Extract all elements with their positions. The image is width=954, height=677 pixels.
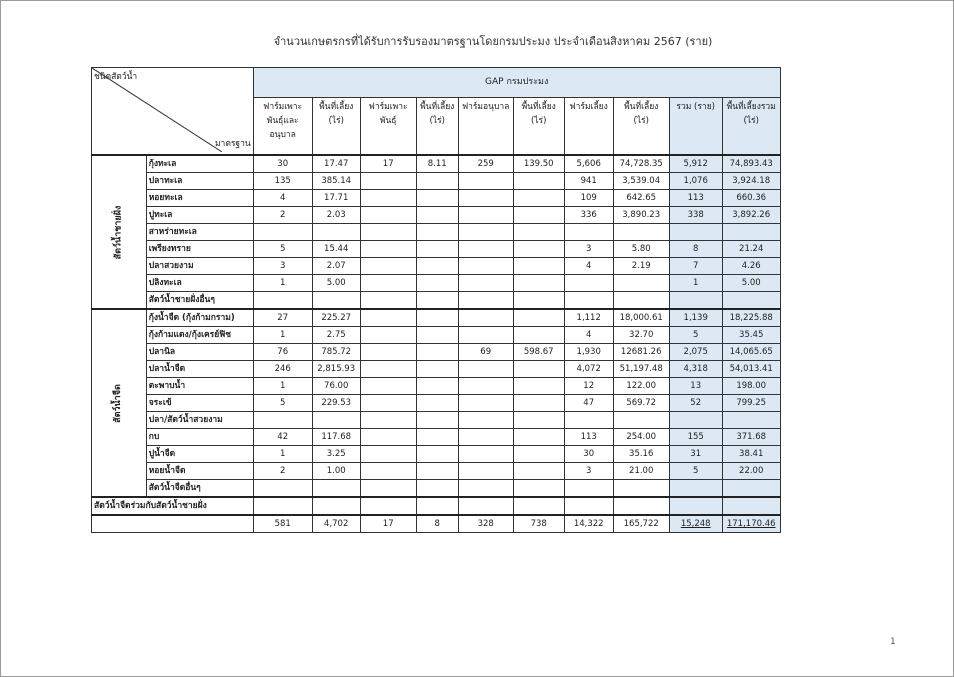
table-cell: [458, 463, 513, 480]
table-cell: 5: [669, 463, 722, 480]
page-number: 1: [890, 637, 896, 647]
table-cell: [513, 309, 564, 327]
table-row: [92, 224, 781, 241]
table-cell: 31: [669, 446, 722, 463]
table-cell: 1: [253, 327, 312, 344]
table-cell: [613, 275, 669, 292]
species-name: เพรียงทราย: [146, 241, 253, 258]
table-cell: 785.72: [312, 344, 360, 361]
table-cell: 3,892.26: [722, 207, 780, 224]
table-cell: 1,930: [564, 344, 613, 361]
table-row: [92, 395, 781, 412]
total-cell: 4,702: [312, 515, 360, 533]
table-cell: [416, 480, 458, 498]
table-cell: 5,606: [564, 155, 613, 173]
species-name: ปูทะเล: [146, 207, 253, 224]
total-cell: 165,722: [613, 515, 669, 533]
table-cell: [669, 497, 722, 515]
species-name: กบ: [146, 429, 253, 446]
table-cell: 8.11: [416, 155, 458, 173]
table-cell: 12: [564, 378, 613, 395]
table-cell: [312, 412, 360, 429]
table-row: [92, 190, 781, 207]
species-name: ปลานิล: [146, 344, 253, 361]
table-cell: [360, 344, 416, 361]
species-name: สัตว์น้ำจืดอื่นๆ: [146, 480, 253, 498]
table-cell: 3.25: [312, 446, 360, 463]
table-cell: [416, 344, 458, 361]
table-row: [92, 275, 781, 292]
table-cell: 1: [253, 275, 312, 292]
total-cell: 8: [416, 515, 458, 533]
table-cell: 74,728.35: [613, 155, 669, 173]
table-cell: 5,912: [669, 155, 722, 173]
table-cell: 2,075: [669, 344, 722, 361]
table-cell: 135: [253, 173, 312, 190]
table-cell: [416, 429, 458, 446]
table-cell: [312, 292, 360, 310]
table-cell: 74,893.43: [722, 155, 780, 173]
table-cell: 2.07: [312, 258, 360, 275]
table-cell: [613, 480, 669, 498]
table-cell: 4,072: [564, 361, 613, 378]
table-cell: [513, 446, 564, 463]
table-cell: [458, 429, 513, 446]
table-cell: [669, 480, 722, 498]
column-header: รวม (ราย): [669, 98, 722, 156]
table-cell: 254.00: [613, 429, 669, 446]
table-cell: 259: [458, 155, 513, 173]
table-cell: 18,000.61: [613, 309, 669, 327]
column-header: ฟาร์มเลี้ยง: [564, 98, 613, 156]
table-cell: [513, 207, 564, 224]
table-cell: [513, 241, 564, 258]
table-cell: [513, 497, 564, 515]
table-cell: 109: [564, 190, 613, 207]
table-cell: 5: [253, 395, 312, 412]
table-cell: [416, 412, 458, 429]
table-cell: 15.44: [312, 241, 360, 258]
table-cell: 155: [669, 429, 722, 446]
table-cell: 198.00: [722, 378, 780, 395]
table-cell: [253, 480, 312, 498]
table-cell: 338: [669, 207, 722, 224]
table-cell: [613, 224, 669, 241]
column-header: พื้นที่เลี้ยง (ไร่): [312, 98, 360, 156]
table-cell: [360, 497, 416, 515]
table-cell: [360, 258, 416, 275]
table-cell: 13: [669, 378, 722, 395]
table-cell: 598.67: [513, 344, 564, 361]
table-cell: 3,890.23: [613, 207, 669, 224]
table-cell: 1: [669, 275, 722, 292]
table-body: [92, 155, 781, 533]
table-cell: 139.50: [513, 155, 564, 173]
table-cell: [458, 258, 513, 275]
species-name: หอยน้ำจืด: [146, 463, 253, 480]
table-cell: [360, 412, 416, 429]
document-title: จำนวนเกษตรกรที่ได้รับการรับรองมาตรฐานโดยกรมประมง ประจำเดือนสิงหาคม 2567 (ราย): [273, 35, 713, 48]
table-row: [92, 173, 781, 190]
table-row: [92, 361, 781, 378]
table-cell: [458, 412, 513, 429]
table-cell: 113: [669, 190, 722, 207]
table-cell: 5.00: [722, 275, 780, 292]
table-row: [92, 309, 781, 327]
column-header: พื้นที่เลี้ยงรวม (ไร่): [722, 98, 780, 156]
table-cell: [416, 309, 458, 327]
table-cell: [360, 275, 416, 292]
species-name: ปลาสวยงาม: [146, 258, 253, 275]
table-cell: 22.00: [722, 463, 780, 480]
totals-label: [92, 515, 254, 533]
table-cell: 4,318: [669, 361, 722, 378]
table-cell: [513, 327, 564, 344]
table-cell: 246: [253, 361, 312, 378]
table-cell: 12681.26: [613, 344, 669, 361]
table-cell: 8: [669, 241, 722, 258]
species-name: กุ้งก้ามแดง/กุ้งเครย์ฟิช: [146, 327, 253, 344]
table-cell: 4.26: [722, 258, 780, 275]
table-cell: [458, 292, 513, 310]
table-cell: [416, 446, 458, 463]
total-cell: 738: [513, 515, 564, 533]
table-cell: [360, 309, 416, 327]
group-label: [92, 155, 147, 309]
table-row: [92, 292, 781, 310]
table-cell: 21.00: [613, 463, 669, 480]
group-label-text: สัตว์น้ำจืด: [113, 383, 124, 423]
table-cell: 54,013.41: [722, 361, 780, 378]
table-cell: 4: [253, 190, 312, 207]
table-cell: [564, 412, 613, 429]
table-cell: [360, 480, 416, 498]
table-cell: 642.65: [613, 190, 669, 207]
table-cell: 2.19: [613, 258, 669, 275]
table-cell: [360, 224, 416, 241]
table-cell: [253, 497, 312, 515]
table-cell: 17.71: [312, 190, 360, 207]
table-cell: 1,139: [669, 309, 722, 327]
table-cell: [253, 224, 312, 241]
table-cell: [722, 412, 780, 429]
table-cell: 1: [253, 446, 312, 463]
table-cell: 38.41: [722, 446, 780, 463]
column-header: พื้นที่เลี้ยง (ไร่): [513, 98, 564, 156]
table-cell: 799.25: [722, 395, 780, 412]
table-cell: [513, 190, 564, 207]
table-cell: [564, 275, 613, 292]
table-cell: [722, 480, 780, 498]
table-cell: [458, 207, 513, 224]
table-cell: 117.68: [312, 429, 360, 446]
table-cell: [513, 378, 564, 395]
table-cell: 1,076: [669, 173, 722, 190]
table-cell: [416, 173, 458, 190]
table-cell: 17.47: [312, 155, 360, 173]
table-cell: [669, 412, 722, 429]
table-row: [92, 155, 781, 173]
table-cell: [458, 309, 513, 327]
table-cell: [722, 224, 780, 241]
table-cell: [360, 190, 416, 207]
table-cell: [458, 378, 513, 395]
table-cell: [253, 292, 312, 310]
table-row: [92, 480, 781, 498]
table-cell: 42: [253, 429, 312, 446]
table-cell: 3: [564, 241, 613, 258]
combined-row: [92, 497, 781, 515]
table-cell: [416, 497, 458, 515]
total-cell: 17: [360, 515, 416, 533]
table-cell: 5.00: [312, 275, 360, 292]
table-cell: [416, 275, 458, 292]
table-cell: [669, 292, 722, 310]
table-cell: 941: [564, 173, 613, 190]
table-cell: [360, 429, 416, 446]
species-name: กุ้งน้ำจืด (กุ้งก้ามกราม): [146, 309, 253, 327]
table-cell: [360, 361, 416, 378]
table-row: [92, 378, 781, 395]
table-cell: 5.80: [613, 241, 669, 258]
table-cell: [513, 361, 564, 378]
table-cell: 69: [458, 344, 513, 361]
species-name: หอยทะเล: [146, 190, 253, 207]
table-cell: [312, 224, 360, 241]
table-cell: [513, 429, 564, 446]
combined-label: สัตว์น้ำจืดร่วมกับสัตว์น้ำชายฝั่ง: [92, 497, 254, 515]
table-row: [92, 463, 781, 480]
table-cell: 21.24: [722, 241, 780, 258]
column-header: ฟาร์มเพาะพันธุ์: [360, 98, 416, 156]
total-cell: 14,322: [564, 515, 613, 533]
total-cell: 171,170.46: [722, 515, 780, 533]
table-cell: 76: [253, 344, 312, 361]
table-cell: 47: [564, 395, 613, 412]
table-cell: [613, 292, 669, 310]
table-cell: [513, 275, 564, 292]
table-cell: [564, 292, 613, 310]
table-cell: 225.27: [312, 309, 360, 327]
corner-top-label: ชนิดสัตว์น้ำ: [94, 72, 138, 82]
table-cell: [722, 497, 780, 515]
table-cell: 17: [360, 155, 416, 173]
table-cell: 660.36: [722, 190, 780, 207]
table-cell: 3: [564, 463, 613, 480]
table-row: [92, 258, 781, 275]
table-cell: [513, 292, 564, 310]
corner-header: [92, 68, 254, 156]
table-cell: 1,112: [564, 309, 613, 327]
table-cell: 35.16: [613, 446, 669, 463]
table-cell: 336: [564, 207, 613, 224]
table-cell: [458, 497, 513, 515]
table-cell: [458, 190, 513, 207]
table-cell: 5: [669, 327, 722, 344]
table-cell: [669, 224, 722, 241]
table-cell: [416, 361, 458, 378]
table-cell: 1: [253, 378, 312, 395]
table-cell: [458, 327, 513, 344]
table-cell: [416, 327, 458, 344]
table-cell: [360, 292, 416, 310]
table-cell: [360, 463, 416, 480]
species-name: สาหร่ายทะเล: [146, 224, 253, 241]
column-header: พื้นที่เลี้ยง (ไร่): [416, 98, 458, 156]
table-cell: 3: [253, 258, 312, 275]
table-cell: [513, 224, 564, 241]
species-name: ปลา/สัตว์น้ำสวยงาม: [146, 412, 253, 429]
table-cell: [513, 412, 564, 429]
table-cell: [416, 258, 458, 275]
total-cell: 581: [253, 515, 312, 533]
table-cell: [360, 241, 416, 258]
table-cell: [416, 241, 458, 258]
table-cell: 1.00: [312, 463, 360, 480]
group-label-text: สัตว์น้ำชายฝั่ง: [113, 205, 124, 259]
gap-header: GAP กรมประมง: [253, 68, 780, 98]
total-cell: 328: [458, 515, 513, 533]
table-cell: [458, 224, 513, 241]
table-cell: 4: [564, 327, 613, 344]
table-cell: 2: [253, 207, 312, 224]
table-cell: 7: [669, 258, 722, 275]
table-cell: [458, 361, 513, 378]
table-cell: [458, 275, 513, 292]
table-cell: [312, 480, 360, 498]
table-cell: 4: [564, 258, 613, 275]
table-cell: [513, 258, 564, 275]
table-cell: 2: [253, 463, 312, 480]
table-cell: 122.00: [613, 378, 669, 395]
table-cell: 18,225.88: [722, 309, 780, 327]
table-cell: 113: [564, 429, 613, 446]
table-cell: 3,924.18: [722, 173, 780, 190]
table-cell: [360, 327, 416, 344]
table-cell: [360, 173, 416, 190]
table-cell: [513, 173, 564, 190]
table-row: [92, 207, 781, 224]
table-cell: [312, 497, 360, 515]
table-cell: 569.72: [613, 395, 669, 412]
table-cell: 2,815.93: [312, 361, 360, 378]
total-cell: 15,248: [669, 515, 722, 533]
table-cell: 5: [253, 241, 312, 258]
table-cell: 371.68: [722, 429, 780, 446]
column-header: ฟาร์มเพาะพันธุ์และอนุบาล: [253, 98, 312, 156]
table-cell: [458, 446, 513, 463]
table-cell: [513, 480, 564, 498]
table-cell: 14,065.65: [722, 344, 780, 361]
table-cell: [416, 224, 458, 241]
table-cell: [416, 207, 458, 224]
table-cell: 385.14: [312, 173, 360, 190]
species-name: กุ้งทะเล: [146, 155, 253, 173]
table-cell: 27: [253, 309, 312, 327]
species-name: ปลิงทะเล: [146, 275, 253, 292]
table-cell: [360, 378, 416, 395]
gap-standard-table: [91, 67, 781, 533]
table-cell: [613, 497, 669, 515]
species-name: ปลาน้ำจืด: [146, 361, 253, 378]
table-cell: [513, 395, 564, 412]
species-name: ตะพาบน้ำ: [146, 378, 253, 395]
table-cell: [360, 207, 416, 224]
table-cell: [416, 292, 458, 310]
table-cell: 52: [669, 395, 722, 412]
table-cell: [458, 395, 513, 412]
table-row: [92, 241, 781, 258]
table-cell: 30: [564, 446, 613, 463]
table-row: [92, 412, 781, 429]
table-cell: [458, 241, 513, 258]
table-cell: 35.45: [722, 327, 780, 344]
totals-row: [92, 515, 781, 533]
species-name: ปูน้ำจืด: [146, 446, 253, 463]
column-header: พื้นที่เลี้ยง (ไร่): [613, 98, 669, 156]
table-cell: 32.70: [613, 327, 669, 344]
table-cell: [416, 395, 458, 412]
table-cell: [513, 463, 564, 480]
species-name: สัตว์น้ำชายฝั่งอื่นๆ: [146, 292, 253, 310]
table-cell: [564, 224, 613, 241]
table-cell: 3,539.04: [613, 173, 669, 190]
table-cell: [722, 292, 780, 310]
table-cell: [416, 463, 458, 480]
species-name: ปลาทะเล: [146, 173, 253, 190]
table-cell: [360, 395, 416, 412]
table-cell: 2.75: [312, 327, 360, 344]
table-row: [92, 429, 781, 446]
table-cell: [416, 190, 458, 207]
table-row: [92, 344, 781, 361]
table-cell: [458, 480, 513, 498]
table-cell: 30: [253, 155, 312, 173]
table-cell: [458, 173, 513, 190]
table-cell: [564, 480, 613, 498]
table-cell: [613, 412, 669, 429]
column-header: ฟาร์มอนุบาล: [458, 98, 513, 156]
table-cell: 51,197.48: [613, 361, 669, 378]
table-cell: 76.00: [312, 378, 360, 395]
table-row: [92, 327, 781, 344]
table-cell: [564, 497, 613, 515]
table-cell: [416, 378, 458, 395]
table-cell: [253, 412, 312, 429]
group-label: [92, 309, 147, 497]
table-cell: 229.53: [312, 395, 360, 412]
table-cell: [360, 446, 416, 463]
table-cell: 2.03: [312, 207, 360, 224]
table-row: [92, 446, 781, 463]
corner-bottom-label: มาตรฐาน: [214, 139, 251, 149]
species-name: จระเข้: [146, 395, 253, 412]
